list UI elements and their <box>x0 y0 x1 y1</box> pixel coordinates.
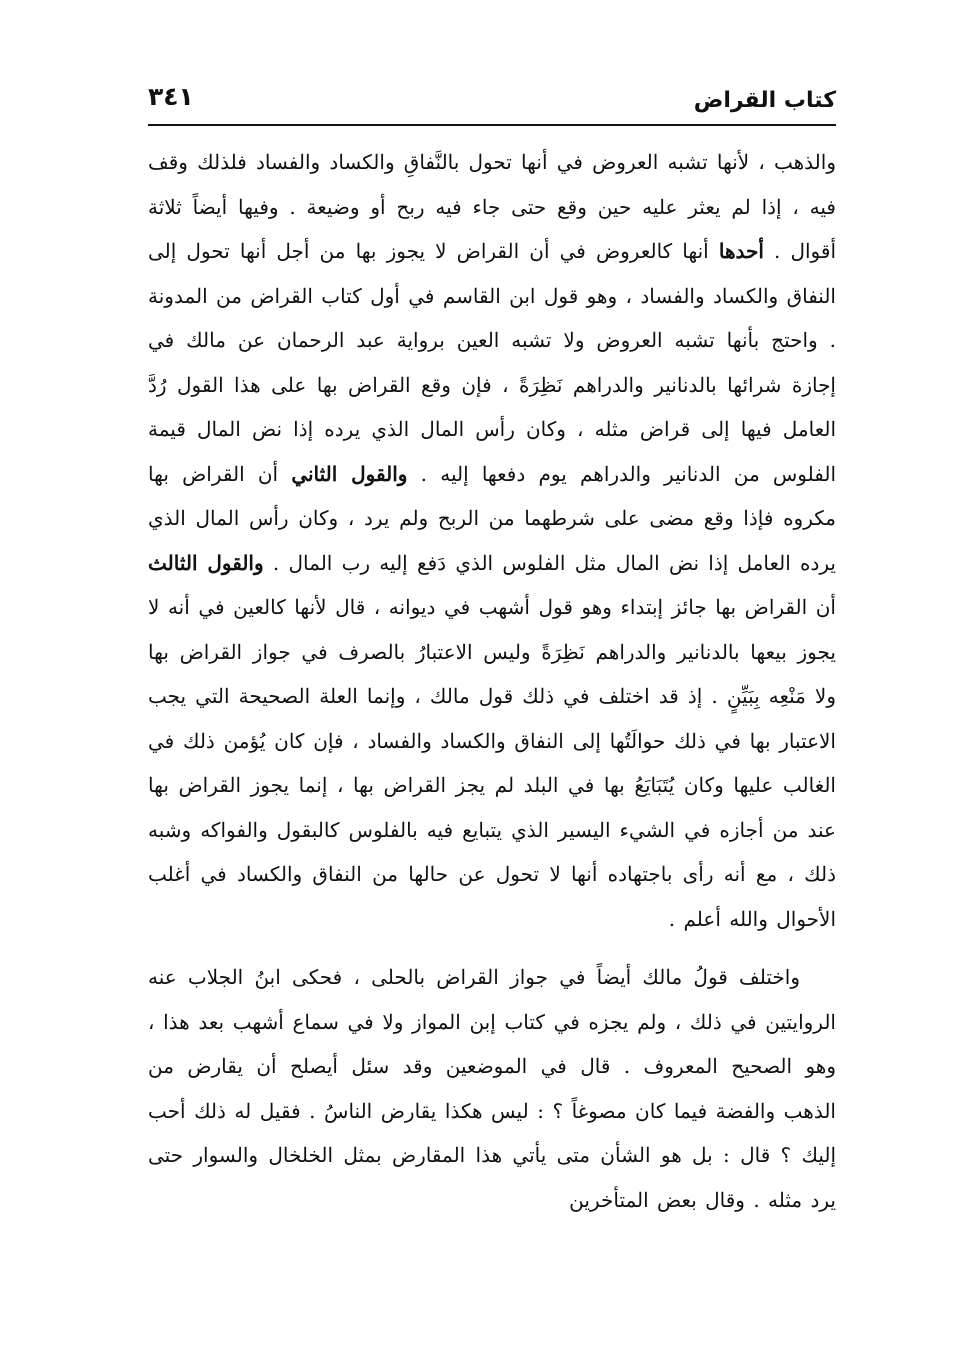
paragraph-1-text-2: أنها كالعروض في أن القراض لا يجوز بها من أجل أنها تحول إلى النفاق والكساد والفساد ، وهو قول ابن القاسم في أول كتاب القراض من المدونة . واحتج بأنها تشبه العروض ولا تشبه العين برواية عبد الرحمان عن مالك في إجازة شرائها بالدنانير والدراهم نَظِرَةً ، فإن وقع القراض بها على هذا القول رُدَّ العامل فيها إلى قراض مثله ، وكان رأس المال الذي يرده إذا نض المال قيمة الفلوس من الدنانير والدراهم يوم دفعها إليه . <box>148 239 836 486</box>
main-text <box>148 140 836 1222</box>
paragraph-1 <box>148 140 836 941</box>
bold-term-second-opinion: والقول الثاني <box>291 461 408 486</box>
paragraph-2 <box>148 955 836 1222</box>
running-title: كتاب القراض <box>693 88 836 113</box>
header-rule <box>148 124 836 126</box>
bold-term-third-opinion: والقول الثالث <box>148 550 264 575</box>
paragraph-2-text: واختلف قولُ مالك أيضاً في جواز القراض بالحلى ، فحكى ابنُ الجلاب عنه الروايتين في ذلك ، ولم يجزه في كتاب إبن المواز ولا في سماع أشهب بعد هذا ، وهو الصحيح المعروف . قال في الموضعين وقد سئل أيصلح أن يقارض من الذهب والفضة فيما كان مصوغاً ؟ : ليس هكذا يقارض الناسُ . فقيل له ذلك أحب إليك ؟ قال : بل هو الشأن متى يأتي هذا المقارض بمثل الخلخال والسوار حتى يرد مثله . وقال بعض المتأخرين <box>148 965 836 1212</box>
bold-term-first-opinion: أحدها <box>718 239 764 263</box>
page-number: ٣٤١ <box>148 82 194 111</box>
page-header <box>148 76 836 122</box>
paragraph-1-text-3: أن القراض بها مكروه فإذا وقع مضى على شرطهما من الربح ولم يرد ، وكان رأس المال الذي يرده العامل إذا نض المال مثل الفلوس الذي دَفع إليه رب المال . <box>148 461 836 575</box>
paragraph-1-text-4: أن القراض بها جائز إبتداء وهو قول أشهب في ديوانه ، قال لأنها كالعين في أنه لا يجوز بيعها بالدنانير والدراهم نَظِرَةً وليس الاعتبارُ بالصرف في جواز القراض بها ولا مَنْعِه بِبَيِّنٍ . إذ قد اختلف في ذلك قول مالك ، وإنما العلة الصحيحة التي يجب الاعتبار بها في ذلك حوالَتُها إلى النفاق والكساد والفساد ، فإن كان يُؤمن ذلك في الغالب عليها وكان يُتَبَايَعُ بها في البلد لم يجز القراض بها ، إنما يجوز القراض بها عند من أجازه في الشيء اليسير الذي يتبايع فيه بالفلوس كالبقول والفواكه وشبه ذلك ، مع أنه رأى باجتهاده أنها لا تحول عن حالها من النفاق والكساد في أغلب الأحوال والله أعلم . <box>148 595 836 931</box>
paragraph-1-text-1: والذهب ، لأنها تشبه العروض في أنها تحول بالنَّفاقِ والكساد والفساد فلذلك وقف فيه ، إذا لم يعثر عليه حين وقع حتى جاء فيه ربح أو وضيعة . وفيها أيضاً ثلاثة أقوال . <box>148 150 837 263</box>
